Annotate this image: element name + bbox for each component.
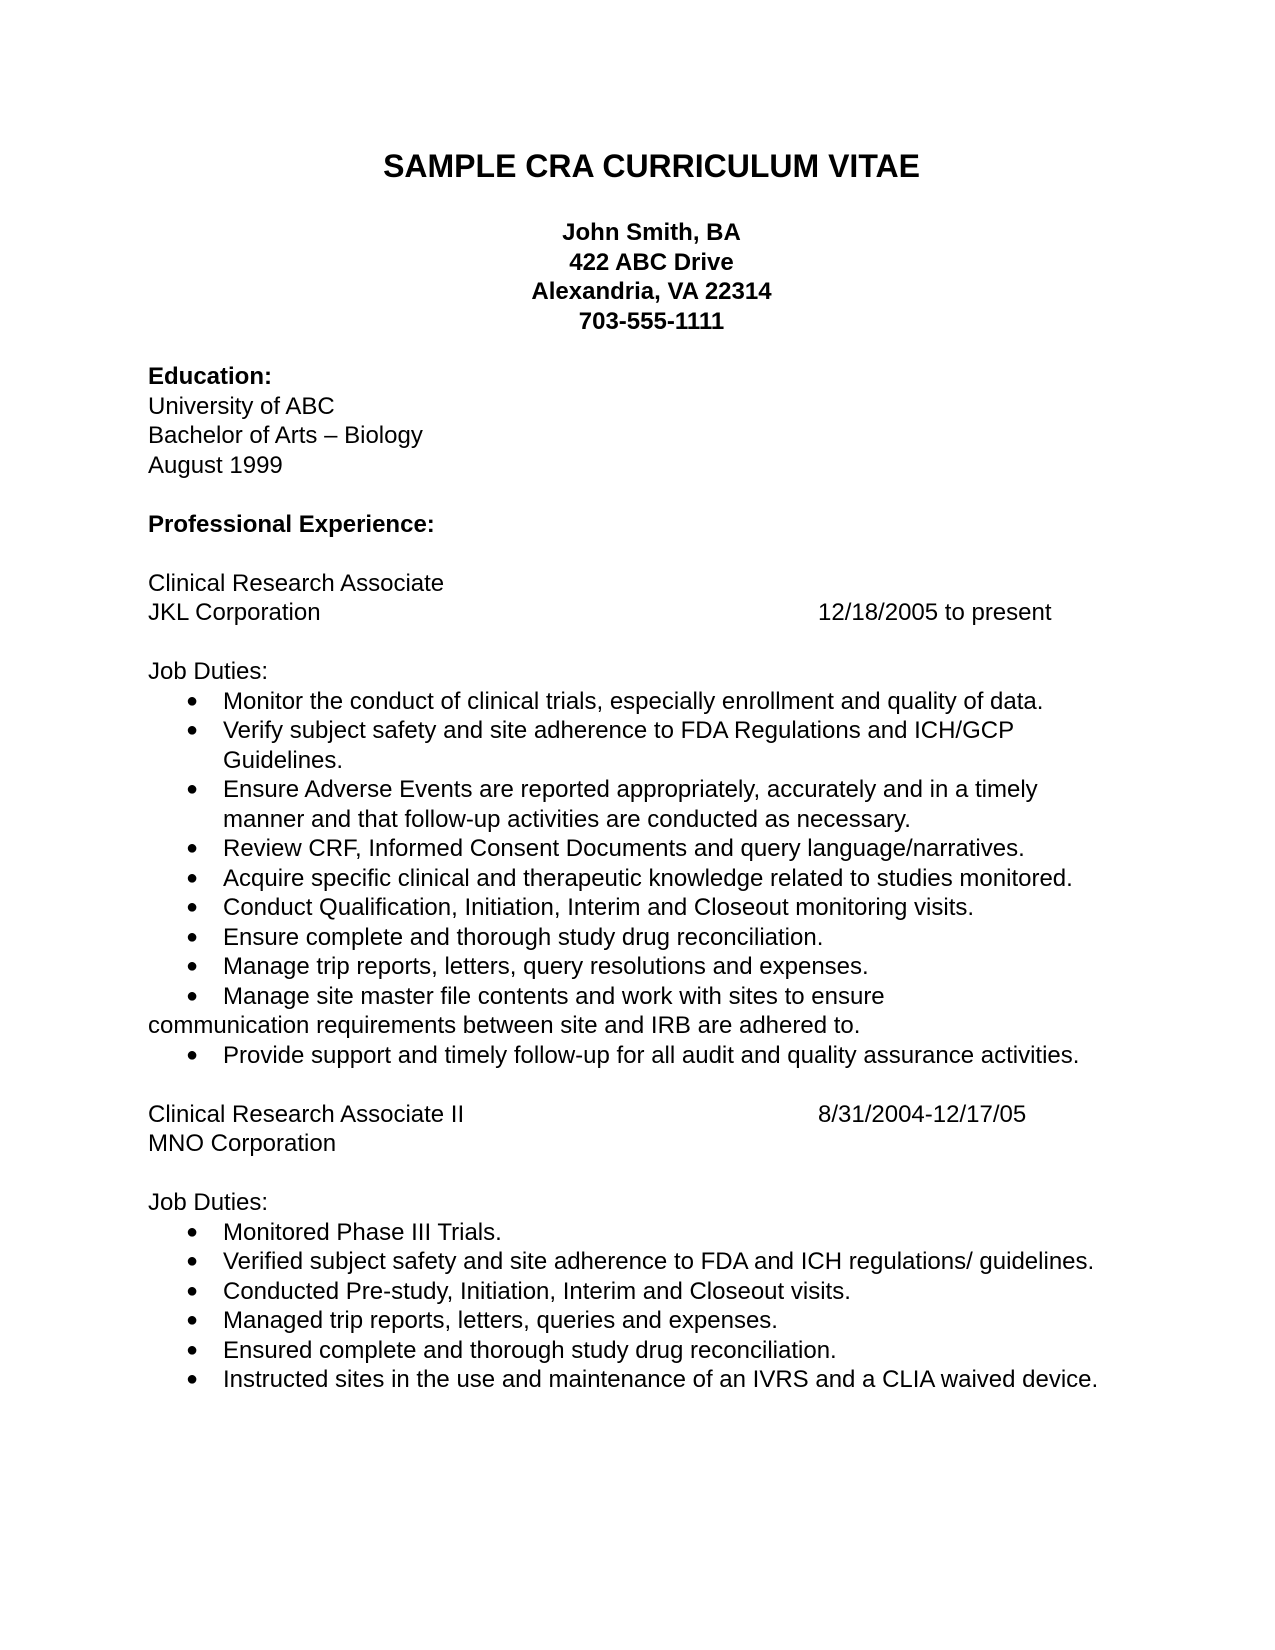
- bullet-icon: ●: [186, 1309, 199, 1331]
- job-company: JKL Corporation: [148, 599, 321, 626]
- job-title: Clinical Research Associate: [148, 569, 445, 597]
- bullet-icon: ●: [186, 955, 199, 977]
- bullet-icon: ●: [186, 778, 199, 800]
- job-duties-label: Job Duties:: [148, 1189, 269, 1216]
- list-item: ● Verify subject safety and site adherence to FDA Regulations and ICH/GCP Guidelines.: [186, 717, 1014, 774]
- bullet-icon: ●: [186, 1338, 199, 1361]
- job-dates: 12/18/2005 to present: [818, 599, 1052, 626]
- list-item: ● Conduct Qualification, Initiation, Interim and Closeout monitoring visits.: [186, 894, 975, 921]
- resume-body: [148, 362, 1148, 1395]
- job-company-row: [148, 598, 1148, 628]
- job-title-row: [148, 1100, 1148, 1130]
- bullet-icon: ●: [186, 896, 199, 918]
- bullet-icon: ●: [186, 689, 199, 712]
- bullet-icon: ●: [186, 1368, 199, 1390]
- list-item: ● Review CRF, Informed Consent Documents and query language/narratives.: [186, 835, 1025, 862]
- education-degree: Bachelor of Arts – Biology: [148, 422, 423, 449]
- bullet-icon: ●: [186, 1279, 199, 1302]
- job-duties-list: [148, 1218, 1148, 1395]
- bullet-icon: ●: [186, 984, 199, 1007]
- document-title: SAMPLE CRA CURRICULUM VITAE: [383, 148, 920, 184]
- list-item: ● Monitored Phase III Trials.: [186, 1218, 502, 1246]
- list-item: ● Monitor the conduct of clinical trials, especially enrollment and quality of data.: [186, 687, 1044, 715]
- contact-address-line2: Alexandria, VA 22314: [531, 278, 772, 305]
- bullet-icon: ●: [186, 925, 199, 948]
- contact-name: John Smith, BA: [562, 219, 741, 246]
- list-item: ● Managed trip reports, letters, queries and expenses.: [186, 1307, 778, 1334]
- contact-phone: 703-555-1111: [578, 307, 725, 335]
- list-item: ● Manage trip reports, letters, query resolutions and expenses.: [186, 953, 869, 980]
- list-item: ● Ensure complete and thorough study drug reconciliation.: [186, 923, 824, 951]
- education-heading: Education:: [148, 363, 272, 390]
- list-item: ● Acquire specific clinical and therapeutic knowledge related to studies monitored.: [186, 864, 1073, 892]
- bullet-icon: ●: [186, 1043, 199, 1066]
- job-duties-list: [148, 687, 1148, 1071]
- job-company: MNO Corporation: [148, 1130, 337, 1157]
- bullet-icon: ●: [186, 866, 199, 889]
- education-date: August 1999: [148, 451, 283, 479]
- education-school: University of ABC: [148, 392, 335, 420]
- list-item: ● Ensured complete and thorough study drug reconciliation.: [186, 1336, 837, 1364]
- bullet-icon: ●: [186, 719, 199, 741]
- bullet-icon: ●: [186, 1220, 199, 1243]
- job-duties-label: Job Duties:: [148, 658, 269, 685]
- contact-address-line1: 422 ABC Drive: [569, 248, 734, 276]
- job-dates: 8/31/2004-12/17/05: [818, 1100, 1027, 1128]
- list-item: ● Manage site master file contents and work with sites to ensure communication requirements between site and IRB are adhered to.: [148, 982, 885, 1039]
- job-title: Clinical Research Associate II: [148, 1100, 465, 1128]
- list-item: ● Ensure Adverse Events are reported appropriately, accurately and in a timely manner and that follow-up activities are conducted as necessary.: [186, 776, 1038, 833]
- list-item: ● Verified subject safety and site adherence to FDA and ICH regulations/ guidelines.: [186, 1248, 1095, 1275]
- list-item: ● Provide support and timely follow-up for all audit and quality assurance activities.: [186, 1041, 1080, 1069]
- list-item: ● Instructed sites in the use and maintenance of an IVRS and a CLIA waived device.: [186, 1366, 1099, 1393]
- bullet-icon: ●: [186, 837, 199, 859]
- bullet-icon: ●: [186, 1250, 199, 1272]
- experience-heading: Professional Experience:: [148, 510, 435, 538]
- list-item: ● Conducted Pre-study, Initiation, Interim and Closeout visits.: [186, 1277, 851, 1305]
- contact-block: [0, 218, 1275, 336]
